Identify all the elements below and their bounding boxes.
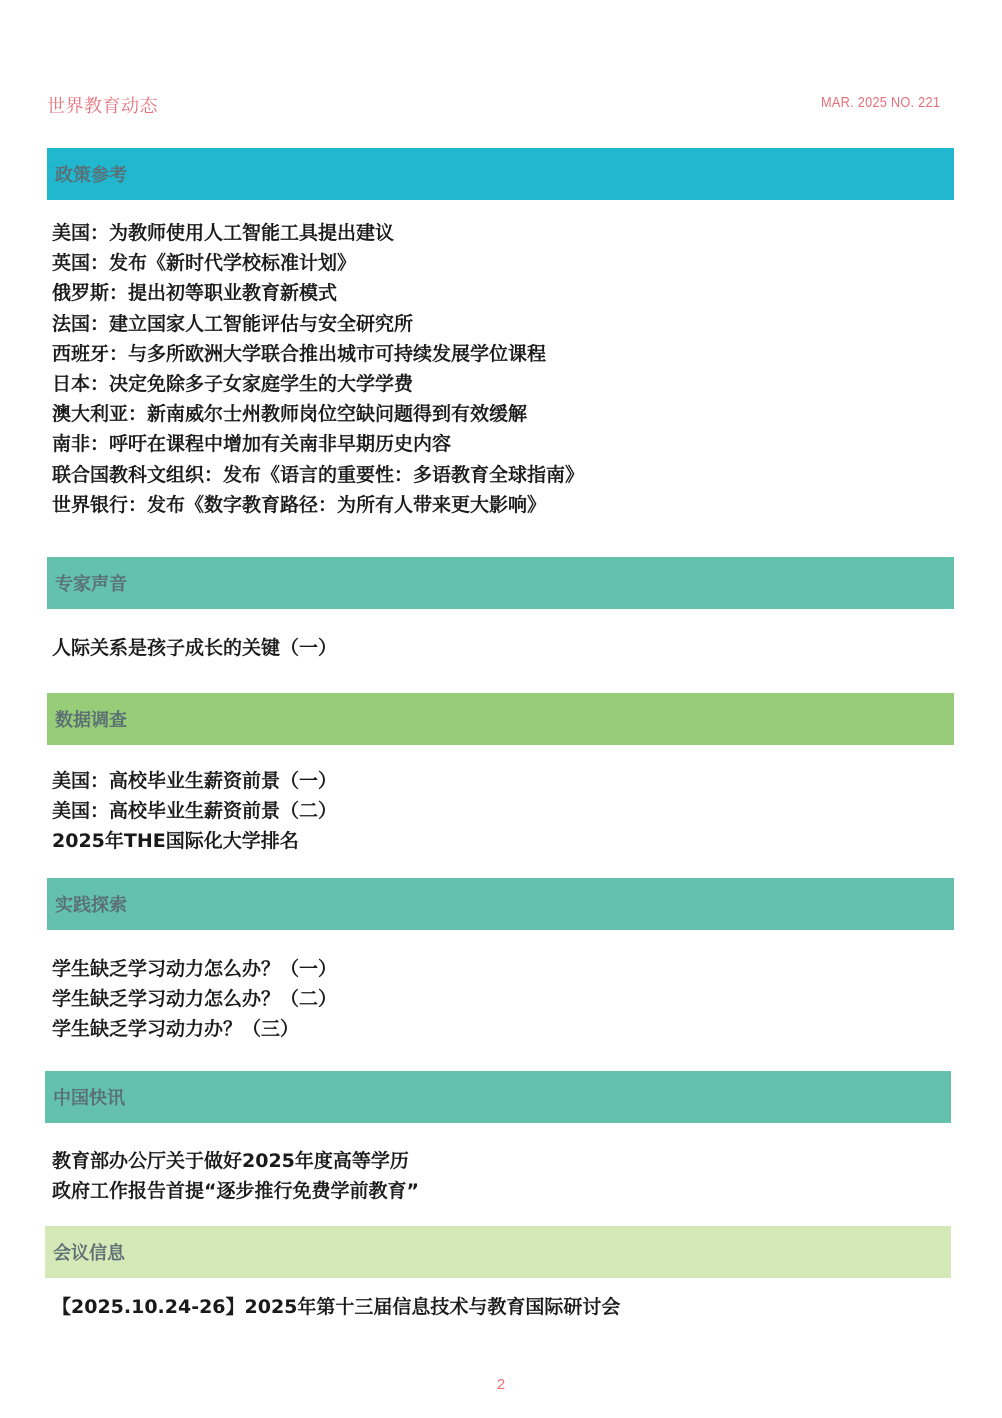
section-data-header — [47, 693, 954, 745]
policy-item-uk[interactable]: 英国：发布《新时代学校标准计划》 — [52, 252, 357, 275]
section-expert-title: 专家声音 — [55, 574, 127, 595]
policy-item-france[interactable]: 法国：建立国家人工智能评估与安全研究所 — [52, 312, 414, 335]
section-data-list — [52, 766, 337, 857]
section-conference-header — [45, 1226, 951, 1278]
practice-item-1[interactable]: 学生缺乏学习动力怎么办？（一） — [52, 958, 338, 980]
section-data-title: 数据调查 — [55, 710, 127, 731]
policy-item-usa[interactable]: 美国：为教师使用人工智能工具提出建议 — [52, 222, 395, 244]
section-conference-title: 会议信息 — [53, 1243, 125, 1264]
data-item-salary-2[interactable]: 美国：高校毕业生薪资前景（二） — [52, 800, 338, 823]
section-expert-list — [52, 633, 337, 663]
policy-item-australia[interactable]: 澳大利亚：新南威尔士州教师岗位空缺问题得到有效缓解 — [52, 403, 528, 426]
page-number: 2 — [496, 1376, 506, 1393]
section-practice-list — [52, 954, 337, 1045]
section-policy-header — [47, 148, 954, 200]
journal-title: 世界教育动态 — [47, 96, 158, 117]
data-item-the-ranking[interactable]: 2025年THE国际化大学排名 — [52, 830, 299, 853]
section-practice-header — [47, 878, 954, 930]
policy-item-japan[interactable]: 日本：决定免除多子女家庭学生的大学学费 — [52, 372, 414, 395]
section-expert-header — [47, 557, 954, 609]
policy-item-south-africa[interactable]: 南非：呼吁在课程中增加有关南非早期历史内容 — [52, 433, 452, 456]
practice-item-2[interactable]: 学生缺乏学习动力怎么办？（二） — [52, 988, 338, 1011]
policy-item-spain[interactable]: 西班牙：与多所欧洲大学联合推出城市可持续发展学位课程 — [52, 342, 547, 365]
section-policy-title: 政策参考 — [55, 165, 127, 186]
section-china-header — [45, 1071, 951, 1123]
conference-item[interactable]: 【2025.10.24-26】2025年第十三届信息技术与教育国际研讨会 — [52, 1296, 621, 1318]
section-conference-list — [52, 1292, 620, 1322]
policy-item-world-bank[interactable]: 世界银行：发布《数字教育路径：为所有人带来更大影响》 — [52, 493, 547, 516]
practice-item-3[interactable]: 学生缺乏学习动力办？（三） — [52, 1018, 300, 1041]
data-item-salary-1[interactable]: 美国：高校毕业生薪资前景（一） — [52, 770, 338, 792]
section-policy-list — [52, 218, 584, 520]
policy-item-russia[interactable]: 俄罗斯：提出初等职业教育新模式 — [52, 282, 338, 305]
china-item-2[interactable]: 政府工作报告首提“逐步推行免费学前教育” — [52, 1180, 419, 1203]
issue-number: MAR. 2025 NO. 221 — [820, 94, 940, 111]
china-item-1[interactable]: 教育部办公厅关于做好2025年度高等学历 — [52, 1150, 409, 1172]
section-china-title: 中国快讯 — [53, 1088, 125, 1109]
expert-item[interactable]: 人际关系是孩子成长的关键（一） — [52, 637, 338, 659]
policy-item-unesco[interactable]: 联合国教科文组织：发布《语言的重要性：多语教育全球指南》 — [52, 463, 585, 486]
section-china-list — [52, 1146, 419, 1206]
section-practice-title: 实践探索 — [55, 895, 127, 916]
